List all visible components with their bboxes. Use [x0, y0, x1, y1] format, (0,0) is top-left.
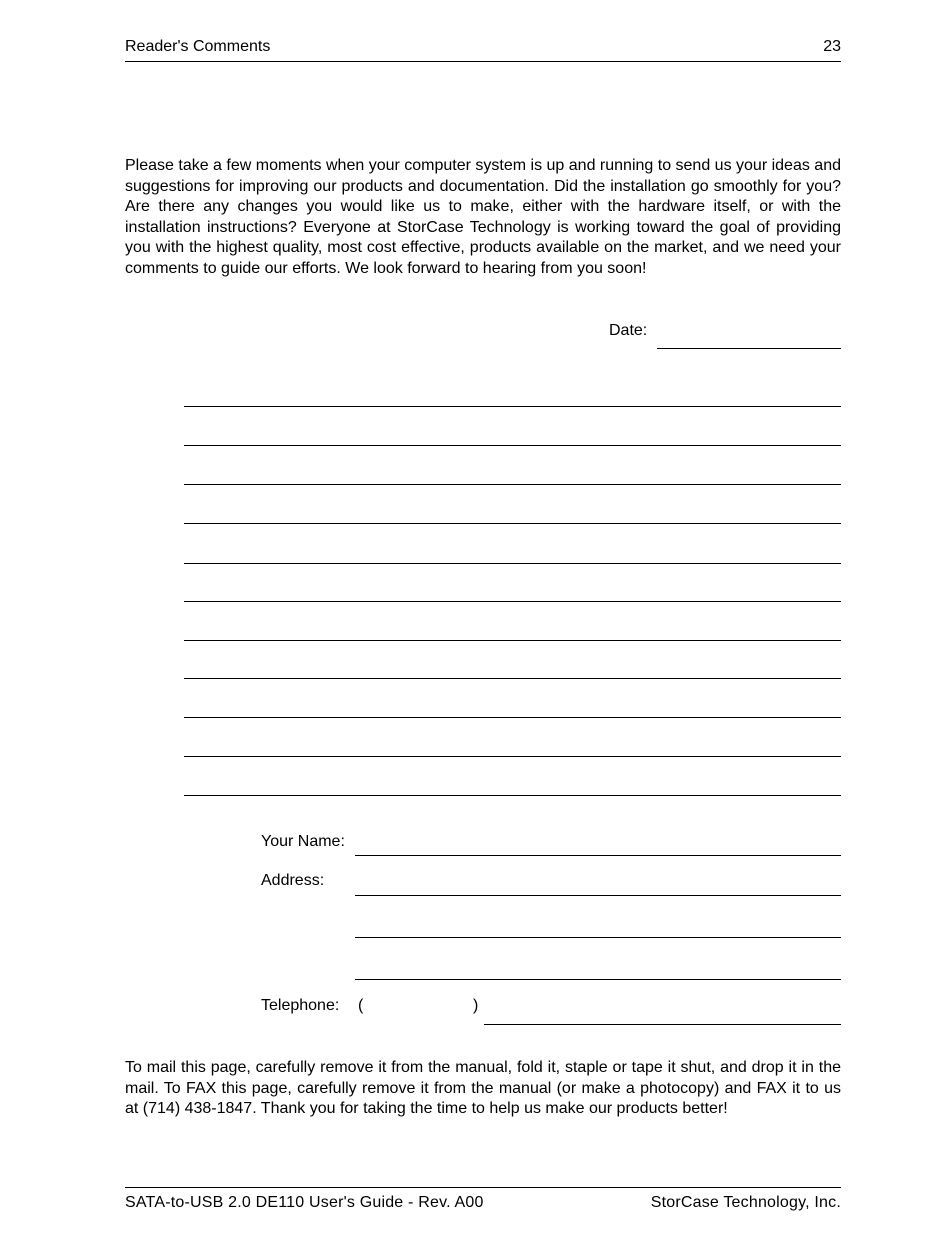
area-code-close-paren: )	[473, 997, 479, 1014]
date-label: Date:	[609, 322, 648, 339]
header-page-number: 23	[823, 38, 841, 55]
comment-line[interactable]	[184, 445, 841, 446]
area-code-open-paren: (	[358, 997, 364, 1014]
comment-line[interactable]	[184, 484, 841, 485]
address-field-line-2[interactable]	[355, 937, 841, 938]
comment-line[interactable]	[184, 756, 841, 757]
header-section-title: Reader's Comments	[125, 38, 271, 55]
footer-document-title: SATA-to-USB 2.0 DE110 User's Guide - Rev. A00	[125, 1194, 484, 1211]
comment-line[interactable]	[184, 678, 841, 679]
comment-line[interactable]	[184, 563, 841, 564]
comment-line[interactable]	[184, 717, 841, 718]
area-code-field[interactable]	[366, 996, 470, 1016]
name-field-line[interactable]	[355, 855, 841, 856]
comment-line[interactable]	[184, 406, 841, 407]
footer-company: StorCase Technology, Inc.	[650, 1194, 841, 1211]
name-label: Your Name:	[261, 833, 345, 850]
intro-paragraph: Please take a few moments when your computer system is up and running to send us your ideas and suggestions for improving our products and documentation. Did the installation go smoothly for you? Are there any changes you would like us to make, either with the hardware itself, or with the installation instructions? Everyone at StorCase Technology is working toward the goal of providing you with the highest quality, most cost effective, products available on the market, and we need your comments to guide our efforts. We look forward to hearing from you soon!	[125, 157, 841, 277]
comment-line[interactable]	[184, 640, 841, 641]
address-field-line-1[interactable]	[355, 895, 841, 896]
comment-line[interactable]	[184, 523, 841, 524]
footer-rule	[125, 1187, 841, 1188]
date-field-line[interactable]	[657, 348, 841, 349]
comment-line[interactable]	[184, 601, 841, 602]
address-label: Address:	[261, 872, 325, 889]
comment-line[interactable]	[184, 795, 841, 796]
mail-instructions-paragraph: To mail this page, carefully remove it from the manual, fold it, staple or tape it shut, and drop it in the mail. To FAX this page, carefully remove it from the manual (or make a photocopy) and FAX it to us at (714) 438-1847. Thank you for taking the time to help us make our products better!	[125, 1059, 841, 1118]
telephone-field-line[interactable]	[484, 1024, 841, 1025]
telephone-label: Telephone:	[261, 997, 340, 1014]
header-rule	[125, 61, 841, 62]
address-field-line-3[interactable]	[355, 979, 841, 980]
